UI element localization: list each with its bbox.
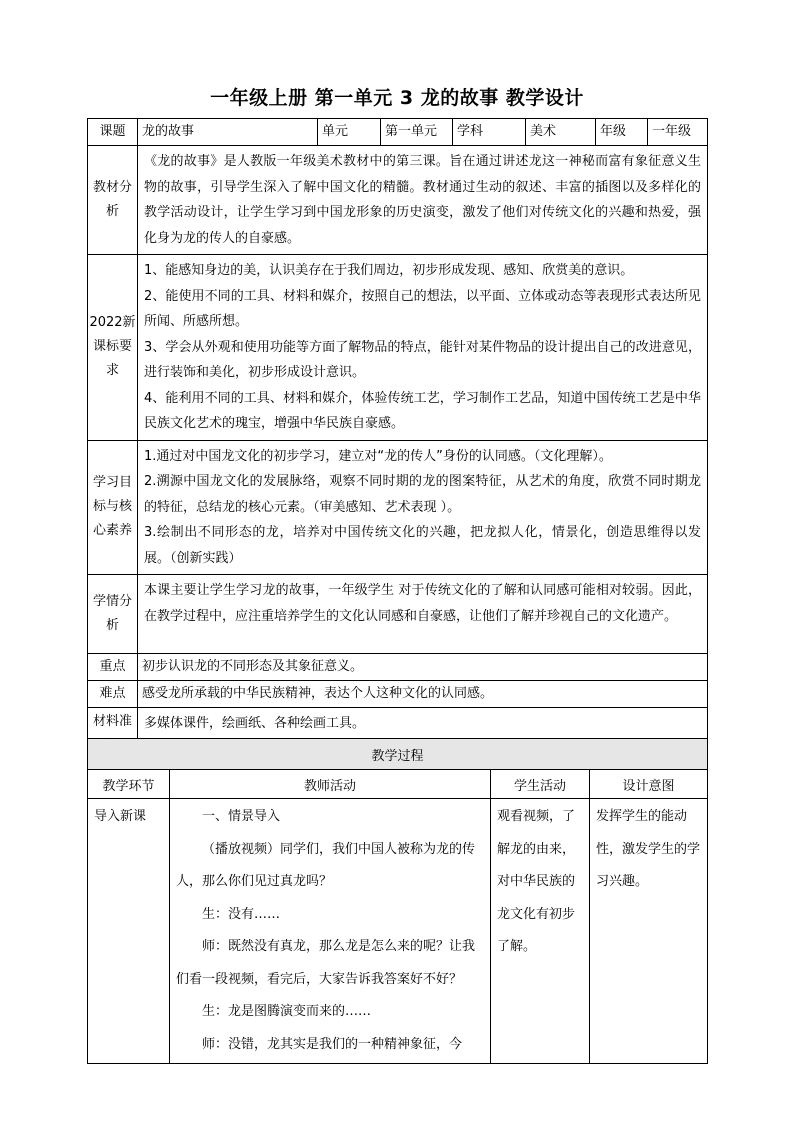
column-header-student: 学生活动	[491, 770, 590, 799]
process-heading-row	[88, 739, 708, 770]
teaching-process-table	[87, 738, 708, 1064]
standards-item: 3、学会从外观和使用功能等方面了解物品的特点，能针对某件物品的设计提出自己的改进意见，进行装饰和美化，初步形成设计意识。	[144, 339, 701, 380]
column-header-stage: 教学环节	[88, 770, 170, 799]
standards-list	[138, 255, 708, 441]
learners-label: 学情分析	[88, 575, 138, 654]
teacher-line: 师：既然没有真龙，那么龙是怎么来的呢？让我们看一段视频，看完后，大家告诉我答案好不好？	[176, 939, 476, 987]
difficulty-row	[88, 681, 708, 708]
analysis-text: 《龙的故事》是人教版一年级美术教材中的第三课。旨在通过讲述龙这一神秘而富有象征意义生物的故事，引导学生深入了解中国文化的精髓。教材通过生动的叙述、丰富的插图以及多样化的教学活动设计，让学生学习到中国龙形象的历史演变，激发了他们对传统文化的兴趣和热爱，强化身为龙的传人的自豪感。	[138, 146, 708, 255]
topic-label: 课题	[88, 119, 138, 146]
objectives-item: 1.通过对中国龙文化的初步学习，建立对“龙的传人”身份的认同感。（文化理解）。	[144, 448, 612, 464]
key-point-row	[88, 654, 708, 681]
teacher-line: 师：没错，龙其实是我们的一种精神象征，今	[202, 1036, 463, 1052]
student-activity-cell: 观看视频，了解龙的由来，对中华民族的龙文化有初步了解。	[491, 799, 590, 1064]
standards-item: 1、能感知身边的美，认识美存在于我们周边，初步形成发现、感知、欣赏美的意识。	[144, 263, 634, 278]
objectives-item: 3.绘制出不同形态的龙，培养对中国传统文化的兴趣，把龙拟人化，情景化，创造思维得以发展。（创新实践）	[144, 525, 701, 566]
process-heading: 教学过程	[88, 739, 708, 770]
objectives-label: 学习目标与核心素养	[88, 440, 138, 575]
analysis-row	[88, 146, 708, 255]
teacher-line: 生：龙是图腾演变而来的……	[202, 1004, 372, 1019]
teacher-line: 生：没有……	[202, 906, 281, 922]
subject-label: 学科	[453, 119, 526, 146]
teacher-line: （播放视频）同学们，我们中国人被称为龙的传人，那么你们见过真龙吗？	[176, 841, 476, 889]
topic-value: 龙的故事	[138, 119, 318, 146]
objectives-list	[138, 440, 708, 575]
standards-item: 2、能使用不同的工具、材料和媒介，按照自己的想法，以平面、立体或动态等表现形式表达所见所闻、所感所想。	[144, 288, 701, 329]
materials-text: 多媒体课件，绘画纸、各种绘画工具。	[138, 708, 708, 760]
teacher-activity-cell	[170, 799, 491, 1064]
key-point-label: 重点	[88, 654, 138, 681]
column-header-teacher: 教师活动	[170, 770, 491, 799]
materials-label: 材料准	[88, 708, 138, 760]
grade-value: 一年级	[648, 119, 708, 146]
teacher-line: 一、情景导入	[202, 809, 281, 824]
objectives-item: 2.溯源中国龙文化的发展脉络，观察不同时期的龙的图案特征，从艺术的角度，欣赏不同时期龙的特征，总结龙的核心元素。（审美感知、艺术表现 ）。	[144, 474, 701, 515]
learners-row	[88, 575, 708, 654]
subject-value: 美术	[526, 119, 596, 146]
standards-row	[88, 255, 708, 441]
difficulty-text: 感受龙所承载的中华民族精神，表达个人这种文化的认同感。	[138, 681, 708, 708]
process-column-headers	[88, 770, 708, 799]
page-title: 一年级上册 第一单元 3 龙的故事 教学设计	[210, 87, 584, 109]
key-point-text: 初步认识龙的不同形态及其象征意义。	[138, 654, 708, 681]
design-intent-cell: 发挥学生的能动性，激发学生的学习兴趣。	[590, 799, 708, 1064]
stage-cell: 导入新课	[88, 799, 170, 1064]
learners-text: 本课主要让学生学习龙的故事，一年级学生 对于传统文化的了解和认同感可能相对较弱。因此，在教学过程中，应注重培养学生的文化认同感和自豪感，让他们了解并珍视自己的文化遗产。	[138, 575, 708, 654]
analysis-label: 教材分析	[88, 146, 138, 255]
header-row	[88, 119, 708, 146]
standards-item: 4、能利用不同的工具、材料和媒介，体验传统工艺，学习制作工艺品，知道中国传统工艺是中华民族文化艺术的瑰宝，增强中华民族自豪感。	[144, 390, 701, 431]
lesson-info-table	[87, 118, 708, 760]
difficulty-label: 难点	[88, 681, 138, 708]
grade-label: 年级	[596, 119, 648, 146]
unit-label: 单元	[318, 119, 381, 146]
objectives-row	[88, 440, 708, 575]
standards-label: 2022新课标要求	[88, 255, 138, 441]
process-row	[88, 799, 708, 1064]
column-header-intent: 设计意图	[590, 770, 708, 799]
unit-value: 第一单元	[381, 119, 453, 146]
